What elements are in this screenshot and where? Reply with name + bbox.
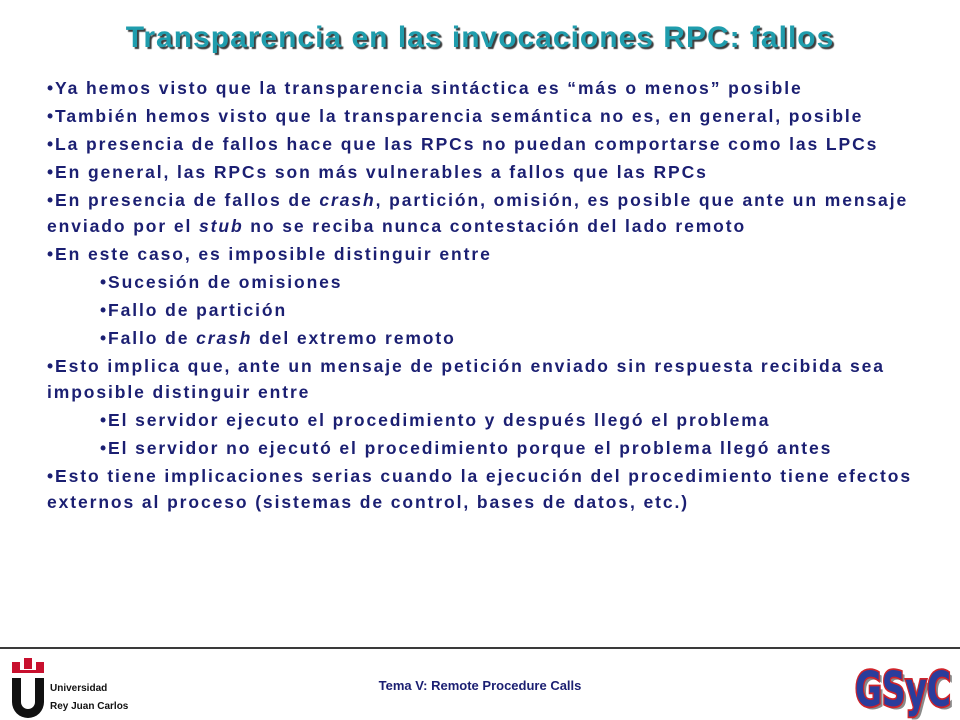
bullet-line xyxy=(47,187,912,213)
sub-bullet-item xyxy=(47,435,912,461)
bullet-marker: • xyxy=(100,272,109,292)
bullet-item xyxy=(47,103,912,129)
bullet-item xyxy=(47,463,912,515)
bullet-marker: • xyxy=(100,300,109,320)
bullet-line xyxy=(47,463,912,489)
bullet-text: externos al proceso (sistemas de control, bases de datos, etc.) xyxy=(47,492,689,512)
bullet-text: En presencia de fallos de xyxy=(55,190,320,210)
bullet-text-italic: crash xyxy=(319,190,376,210)
bullet-line xyxy=(100,435,912,461)
bullet-text: Sucesión de omisiones xyxy=(108,272,343,292)
bullet-marker: • xyxy=(47,244,56,264)
sub-bullet-item xyxy=(47,407,912,433)
bullet-line xyxy=(47,353,912,379)
bullet-text: enviado por el xyxy=(47,216,199,236)
gsyc-logo xyxy=(852,662,958,718)
bullet-marker: • xyxy=(100,438,109,458)
bullet-line xyxy=(47,131,912,157)
bullet-line xyxy=(100,325,912,351)
bullet-marker: • xyxy=(47,190,56,210)
sub-bullet-item xyxy=(47,297,912,323)
bullet-line xyxy=(47,241,912,267)
bullet-text: imposible distinguir entre xyxy=(47,382,311,402)
slide-title: Transparencia en las invocaciones RPC: fallos xyxy=(125,21,835,54)
bullet-marker: • xyxy=(100,410,109,430)
bullet-list xyxy=(47,75,912,517)
bullet-text: Esto tiene implicaciones serias cuando la ejecución del procedimiento tiene efectos xyxy=(55,466,912,486)
bullet-text: El servidor no ejecutó el procedimiento porque el problema llegó antes xyxy=(108,438,833,458)
bullet-text: no se reciba nunca contestación del lado remoto xyxy=(243,216,747,236)
bullet-marker: • xyxy=(47,466,56,486)
bullet-line xyxy=(100,269,912,295)
gsyc-logo-shadow: GSyC xyxy=(858,665,954,720)
bullet-item xyxy=(47,159,912,185)
bullet-text: El servidor ejecuto el procedimiento y después llegó el problema xyxy=(108,410,771,430)
bullet-item xyxy=(47,75,912,101)
bullet-line xyxy=(100,297,912,323)
bullet-line xyxy=(47,75,912,101)
university-name-line1: Universidad xyxy=(50,683,108,694)
bullet-text-italic: crash xyxy=(196,328,253,348)
bullet-line xyxy=(100,407,912,433)
bullet-marker: • xyxy=(47,78,56,98)
bullet-text: Fallo de xyxy=(108,328,197,348)
sub-bullet-item xyxy=(47,325,912,351)
footer-rule xyxy=(0,647,960,649)
bullet-text: Ya hemos visto que la transparencia sintáctica es “más o menos” posible xyxy=(55,78,803,98)
university-name-line2: Rey Juan Carlos xyxy=(50,701,129,712)
bullet-text-italic: stub xyxy=(199,216,244,236)
bullet-item xyxy=(47,241,912,267)
bullet-line xyxy=(47,103,912,129)
sub-bullet-item xyxy=(47,269,912,295)
bullet-text: En general, las RPCs son más vulnerables a fallos que las RPCs xyxy=(55,162,708,182)
gsyc-logo-text: GSyC xyxy=(855,662,951,718)
bullet-marker: • xyxy=(47,356,56,376)
bullet-text: Esto implica que, ante un mensaje de petición enviado sin respuesta recibida sea xyxy=(55,356,885,376)
bullet-marker: • xyxy=(47,134,56,154)
bullet-item xyxy=(47,187,912,239)
bullet-text: La presencia de fallos hace que las RPCs no puedan comportarse como las LPCs xyxy=(55,134,879,154)
bullet-item xyxy=(47,131,912,157)
bullet-text: Fallo de partición xyxy=(108,300,288,320)
bullet-text: , partición, omisión, es posible que ante un mensaje xyxy=(375,190,909,210)
bullet-text: En este caso, es imposible distinguir entre xyxy=(55,244,492,264)
bullet-marker: • xyxy=(47,162,56,182)
bullet-line xyxy=(47,379,912,405)
bullet-item xyxy=(47,353,912,405)
bullet-line xyxy=(47,159,912,185)
bullet-text: También hemos visto que la transparencia semántica no es, en general, posible xyxy=(55,106,864,126)
bullet-line xyxy=(47,213,912,239)
footer-topic: Tema V: Remote Procedure Calls xyxy=(378,678,582,693)
bullet-line xyxy=(47,489,912,515)
bullet-marker: • xyxy=(100,328,109,348)
bullet-text: del extremo remoto xyxy=(252,328,456,348)
bullet-marker: • xyxy=(47,106,56,126)
